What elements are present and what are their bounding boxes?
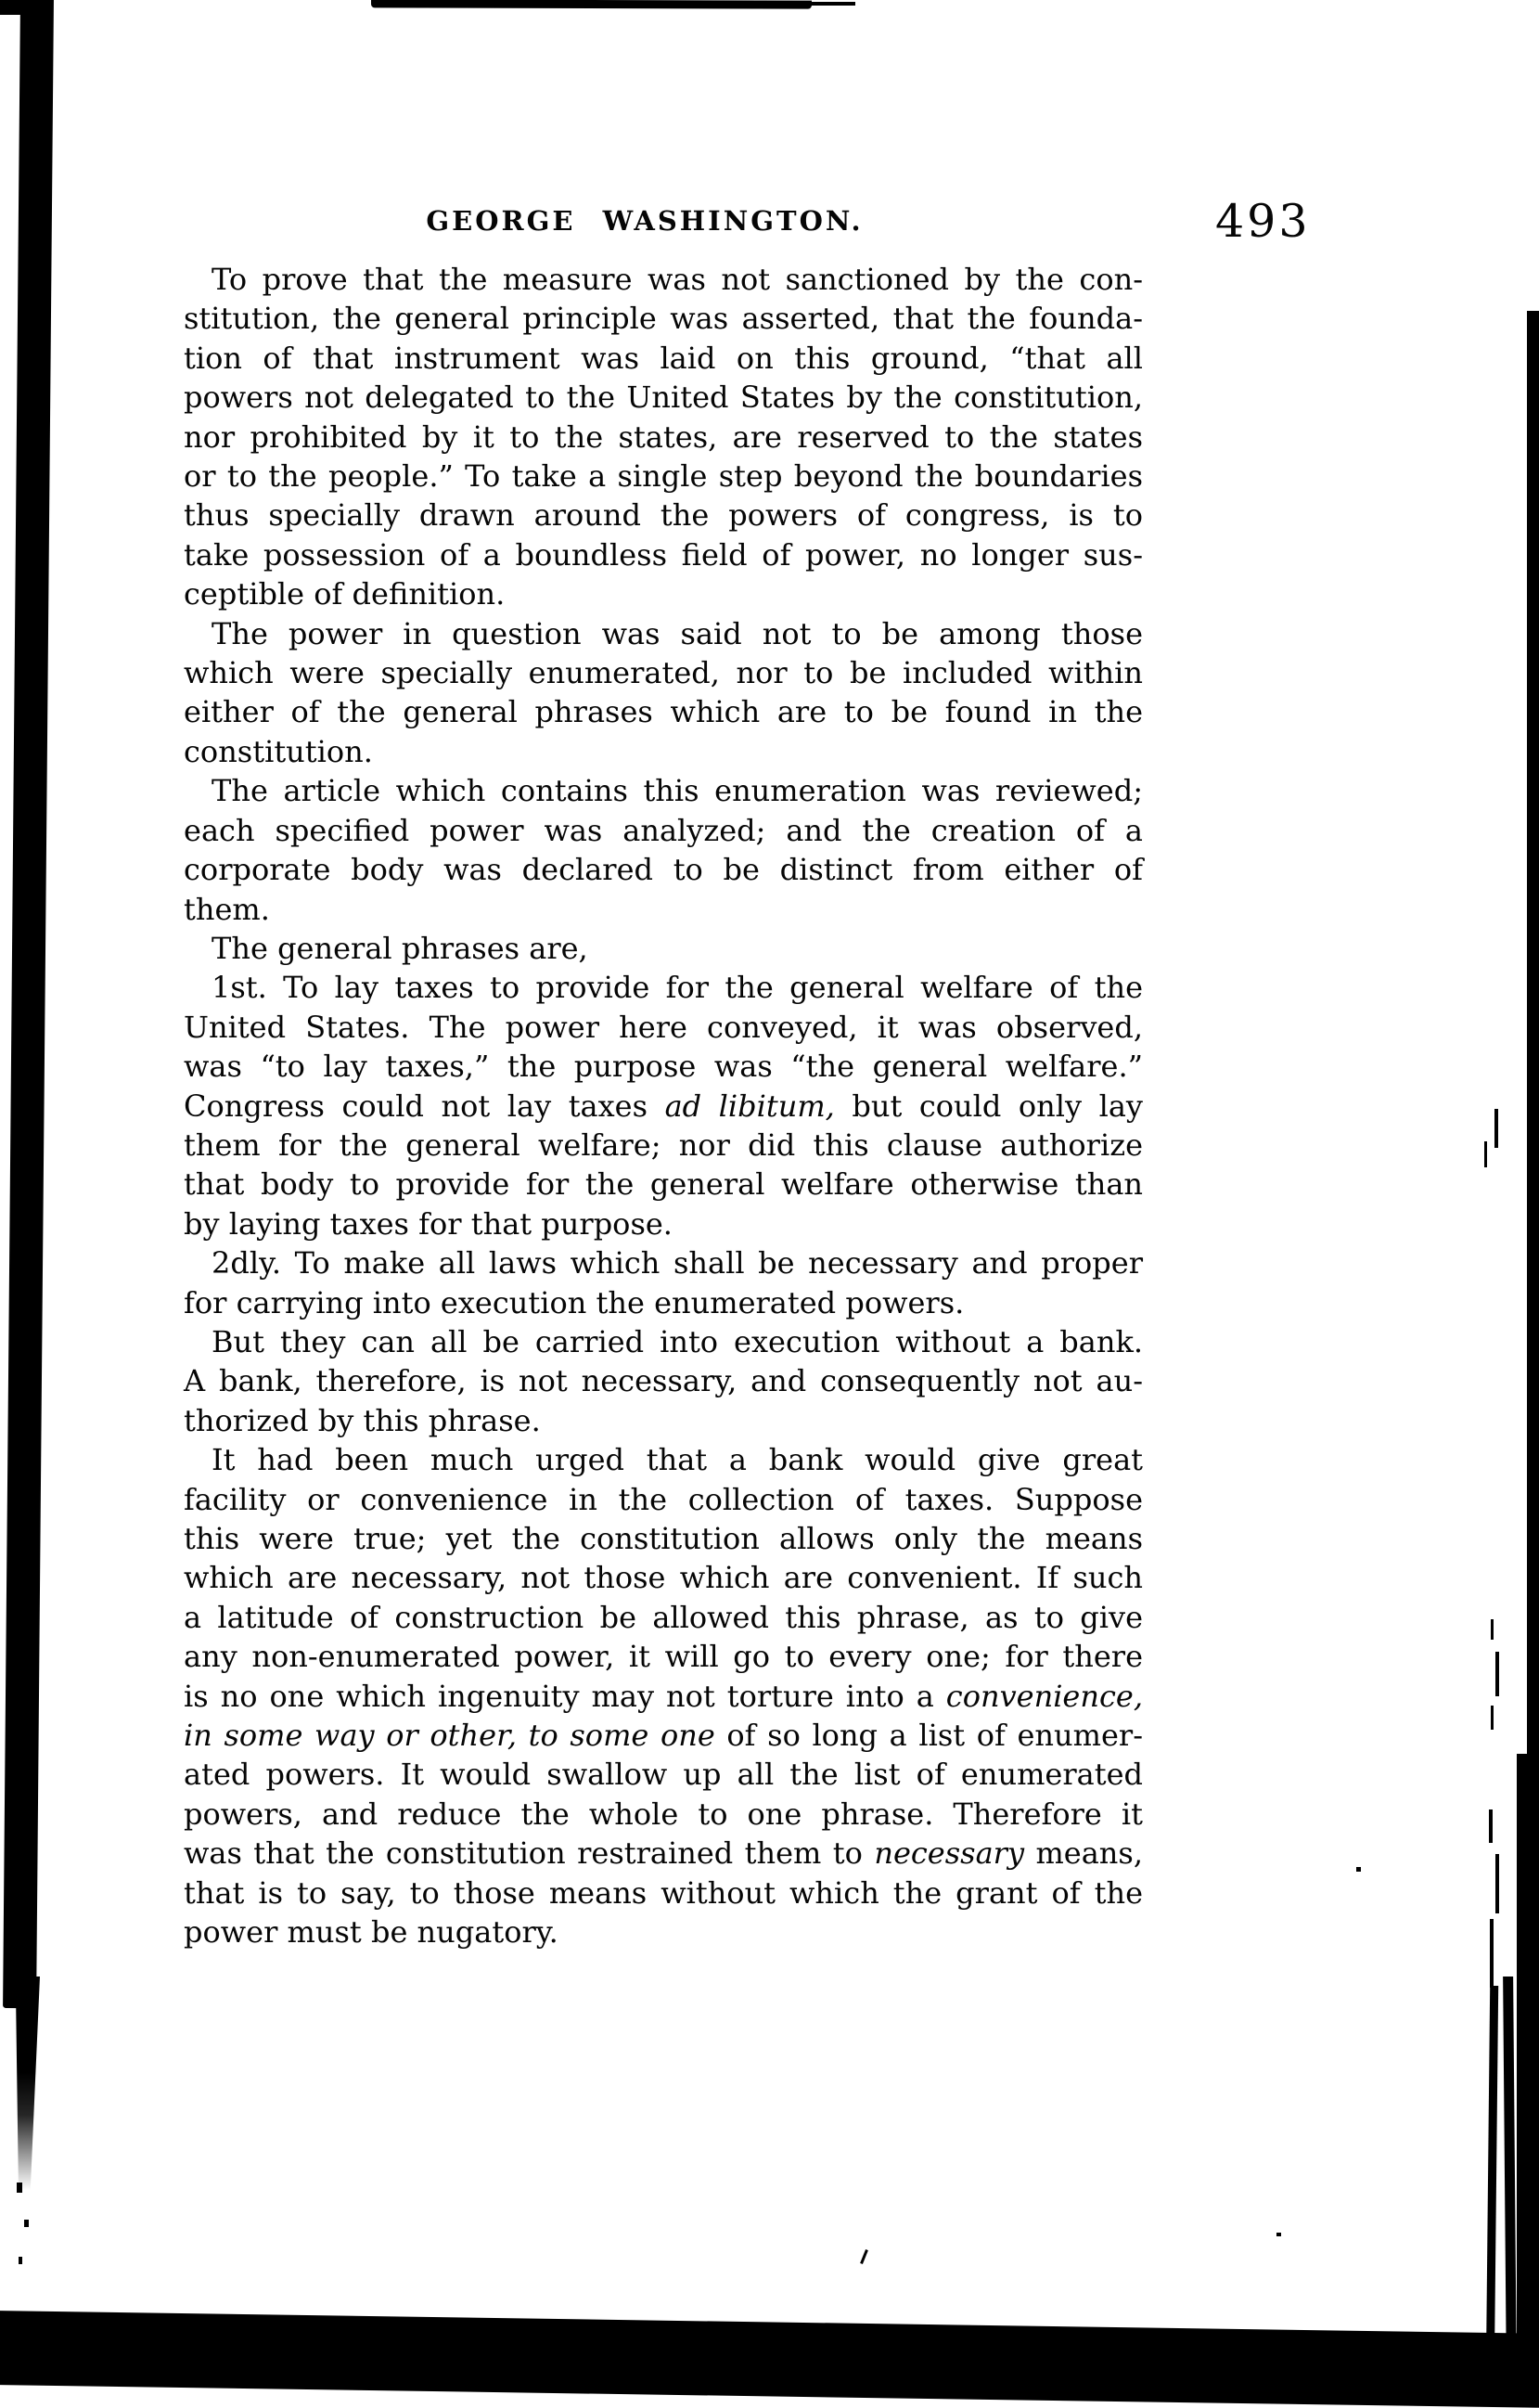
scan-artifact-left-speck xyxy=(17,2183,22,2193)
text-segment: 2dly. To make all laws which shall be necessary and proper xyxy=(212,1245,1143,1281)
text-line xyxy=(184,653,1143,692)
text-segment: any non-enumerated power, it will go to every one; for there xyxy=(184,1639,1143,1675)
text-line xyxy=(184,968,1143,1007)
text-segment: but could only lay xyxy=(834,1088,1143,1124)
text-segment: a latitude of construction be allowed this phrase, as to give xyxy=(184,1599,1143,1635)
text-line xyxy=(184,299,1143,338)
italic-text-segment: ad libitum, xyxy=(664,1088,835,1124)
text-segment: either of the general phrases which are to be found in the xyxy=(184,694,1143,730)
page-header xyxy=(165,205,1124,237)
text-line xyxy=(184,339,1143,378)
text-line xyxy=(184,614,1143,653)
text-segment: nor prohibited by it to the states, are reserved to the states xyxy=(184,419,1143,455)
scan-artifact-speck xyxy=(1276,2233,1281,2236)
text-line xyxy=(184,811,1143,850)
text-segment: powers, and reduce the whole to one phrase. Therefore it xyxy=(184,1796,1143,1832)
running-head-title: GEORGE WASHINGTON. xyxy=(426,205,864,237)
scan-artifact-right-band-wide xyxy=(1517,1754,1539,2366)
paragraph xyxy=(184,771,1143,929)
text-line xyxy=(184,1834,1143,1873)
paragraph xyxy=(184,260,1143,614)
text-line xyxy=(184,1637,1143,1676)
text-segment: stitution, the general principle was asserted, that the founda- xyxy=(184,301,1143,337)
text-segment: To prove that the measure was not sanctioned by the con- xyxy=(212,262,1143,297)
text-segment: each specified power was analyzed; and the creation of a xyxy=(184,812,1143,848)
scan-artifact-right-dash xyxy=(1495,1652,1499,1696)
italic-text-segment: in some way or other, to some one xyxy=(184,1718,715,1754)
text-segment: The general phrases are, xyxy=(212,930,588,966)
text-line xyxy=(184,1440,1143,1479)
text-segment: or to the people.” To take a single step beyond the boundaries xyxy=(184,458,1143,495)
text-segment: United States. The power here conveyed, it was observed, xyxy=(184,1009,1143,1045)
text-line xyxy=(184,1126,1143,1165)
paragraph xyxy=(184,929,1143,968)
scan-artifact-left-band-tail xyxy=(10,1977,40,2190)
scan-artifact-speck xyxy=(1356,1867,1361,1872)
paragraph xyxy=(184,1440,1143,1951)
text-segment: them. xyxy=(184,891,270,927)
text-line xyxy=(184,1361,1143,1400)
paragraph xyxy=(184,1322,1143,1440)
paragraph xyxy=(184,968,1143,1243)
text-segment: facility or convenience in the collection of taxes. Suppose xyxy=(184,1481,1143,1517)
text-line xyxy=(184,457,1143,496)
text-segment: But they can all be carried into execution without a bank. xyxy=(212,1323,1143,1359)
text-line xyxy=(184,732,1143,771)
scan-artifact-left-band xyxy=(3,0,54,2008)
text-line xyxy=(184,929,1143,968)
scan-artifact-right-dash xyxy=(1484,1141,1487,1167)
text-line xyxy=(184,692,1143,731)
text-segment: which were specially enumerated, nor to be included within xyxy=(184,655,1143,691)
text-segment: constitution. xyxy=(184,733,373,769)
scan-artifact-right-dash xyxy=(1489,1809,1493,1843)
text-line xyxy=(184,535,1143,574)
text-segment: is no one which ingenuity may not torture into a xyxy=(184,1678,946,1714)
scan-artifact-left-speck xyxy=(24,2220,29,2227)
text-line xyxy=(184,1165,1143,1204)
text-line xyxy=(184,1480,1143,1519)
text-segment: that is to say, to those means without which the grant of the xyxy=(184,1874,1143,1911)
scan-artifact-right-streak xyxy=(1503,1977,1517,2376)
scan-artifact-right-dash xyxy=(1490,1919,1494,1988)
text-segment: The power in question was said not to be among those xyxy=(212,615,1143,651)
text-segment: for carrying into execution the enumerated powers. xyxy=(184,1284,965,1320)
text-segment: thorized by this phrase. xyxy=(184,1402,541,1438)
text-block xyxy=(184,260,1143,1951)
text-line xyxy=(184,1519,1143,1558)
text-line xyxy=(184,260,1143,299)
text-segment: ated powers. It would swallow up all the list of enumerated xyxy=(184,1757,1143,1793)
text-segment: them for the general welfare; nor did this clause authorize xyxy=(184,1127,1143,1163)
scan-artifact-right-dash xyxy=(1495,1854,1499,1913)
text-line xyxy=(184,1558,1143,1597)
text-line xyxy=(184,378,1143,417)
text-line xyxy=(184,1401,1143,1440)
text-segment: of so long a list of enumer- xyxy=(714,1718,1144,1754)
text-line xyxy=(184,1755,1143,1794)
scan-artifact-right-streak xyxy=(1486,1986,1498,2376)
text-line xyxy=(184,1322,1143,1361)
text-line xyxy=(184,1677,1143,1716)
scan-artifact-right-dash xyxy=(1491,1706,1494,1730)
text-line xyxy=(184,1047,1143,1086)
text-line xyxy=(184,418,1143,457)
text-line xyxy=(184,1912,1143,1951)
text-segment: 1st. To lay taxes to provide for the general welfare of the xyxy=(212,970,1143,1006)
text-segment: power must be nugatory. xyxy=(184,1914,558,1951)
italic-text-segment: necessary xyxy=(874,1835,1025,1872)
scan-artifact-right-dash xyxy=(1491,1619,1494,1640)
text-segment: by laying taxes for that purpose. xyxy=(184,1205,673,1242)
paragraph xyxy=(184,1243,1143,1322)
text-segment: means, xyxy=(1024,1835,1143,1872)
text-line xyxy=(184,890,1143,929)
text-line xyxy=(184,771,1143,810)
paragraph xyxy=(184,614,1143,772)
text-line xyxy=(184,1243,1143,1282)
text-line xyxy=(184,496,1143,534)
text-segment: The article which contains this enumeration was reviewed; xyxy=(212,773,1143,809)
page-number: 493 xyxy=(1215,195,1311,248)
text-line xyxy=(184,850,1143,889)
text-line xyxy=(184,1087,1143,1126)
scan-artifact-slash-mark xyxy=(860,2249,868,2264)
scan-artifact-top-streak xyxy=(371,0,812,9)
scan-artifact-left-speck xyxy=(19,2257,22,2264)
text-line xyxy=(184,1874,1143,1912)
text-segment: which are necessary, not those which are convenient. If such xyxy=(184,1560,1143,1596)
text-line xyxy=(184,574,1143,613)
text-segment: take possession of a boundless field of power, no longer sus- xyxy=(184,536,1143,573)
text-line xyxy=(184,1204,1143,1243)
scan-artifact-right-dash xyxy=(1494,1109,1498,1148)
italic-text-segment: convenience, xyxy=(945,1678,1143,1714)
text-segment: corporate body was declared to be distinct from either of xyxy=(184,852,1143,888)
text-segment: A bank, therefore, is not necessary, and consequently not au- xyxy=(184,1363,1143,1399)
scan-artifact-bottom-band xyxy=(0,2311,1539,2408)
text-line xyxy=(184,1598,1143,1637)
text-segment: that body to provide for the general welfare otherwise than xyxy=(184,1166,1143,1203)
text-segment: this were true; yet the constitution allows only the means xyxy=(184,1521,1143,1556)
text-line xyxy=(184,1008,1143,1047)
text-line xyxy=(184,1716,1143,1755)
text-segment: It had been much urged that a bank would give great xyxy=(212,1442,1143,1478)
scan-artifact-top-streak-tail xyxy=(800,2,855,6)
text-segment: was that the constitution restrained them to xyxy=(184,1835,875,1872)
text-line xyxy=(184,1283,1143,1322)
text-segment: ceptible of definition. xyxy=(184,576,506,612)
text-segment: tion of that instrument was laid on this ground, “that all xyxy=(184,340,1143,376)
text-segment: thus specially drawn around the powers of congress, is to xyxy=(184,497,1143,534)
text-segment: Congress could not lay taxes xyxy=(184,1088,665,1124)
text-line xyxy=(184,1795,1143,1834)
text-segment: powers not delegated to the United States by the constitution, xyxy=(184,380,1143,416)
text-segment: was “to lay taxes,” the purpose was “the general welfare.” xyxy=(184,1049,1143,1085)
